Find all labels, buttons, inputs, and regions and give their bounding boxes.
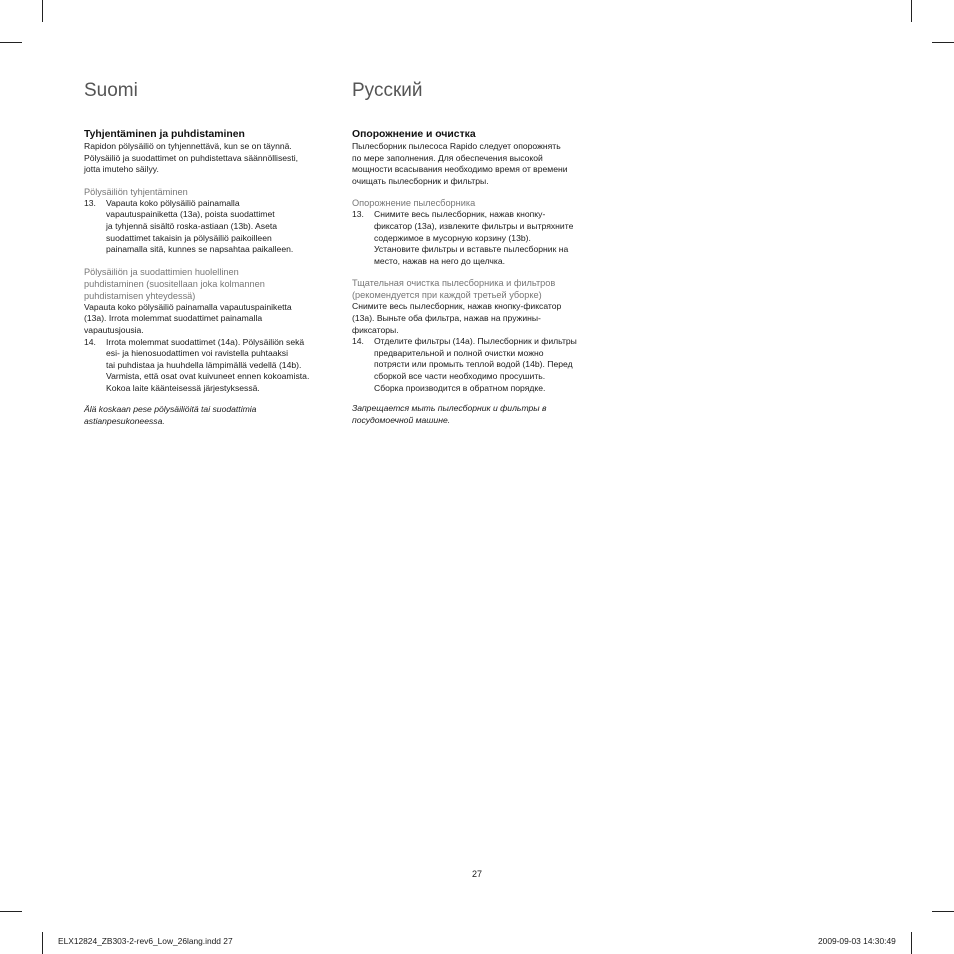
finnish-section2-title xyxy=(84,266,344,302)
item-line: Сборка производится в обратном порядке. xyxy=(374,382,546,393)
item-line: содержимое в мусорную корзину (13b). xyxy=(374,232,531,243)
item-number: 14. xyxy=(84,336,96,347)
item-line: сборкой все части необходимо просушить. xyxy=(374,370,546,381)
item-line: ja tyhjennä sisältö roska-astiaan (13b). Aseta xyxy=(106,220,278,231)
russian-heading: Опорожнение и очистка xyxy=(352,129,476,140)
crop-mark-bottom-right-v xyxy=(911,932,912,954)
item-number: 13. xyxy=(84,197,96,208)
item-line: vapautuspainiketta (13a), poista suodattimet xyxy=(106,209,275,220)
note-line: Älä koskaan pese pölysäiliöitä tai suodattimia xyxy=(84,403,257,414)
item-line: Установите фильтры и вставьте пылесборник на xyxy=(374,244,569,255)
note-line: Запрещается мыть пылесборник и фильтры в xyxy=(352,403,547,414)
russian-item-13 xyxy=(352,209,614,267)
russian-section1-title: Опорожнение пылесборника xyxy=(352,198,476,209)
item-line: Отделите фильтры (14a). Пылесборник и фильтры xyxy=(374,336,577,347)
page-number: 27 xyxy=(471,869,482,879)
item-line: painamalla sitä, kunnes se napsahtaa paikalleen. xyxy=(106,244,294,255)
crop-mark-bottom-left-h xyxy=(0,911,22,912)
item-number: 13. xyxy=(352,209,364,220)
finnish-title: Suomi xyxy=(84,80,138,101)
section-title-line: Тщательная очистка пылесборника и фильтров xyxy=(352,278,556,289)
russian-section2-title xyxy=(352,277,614,301)
crop-mark-top-left-v xyxy=(42,0,43,22)
note-line: astianpesukoneessa. xyxy=(84,415,165,426)
crop-mark-top-right-v xyxy=(911,0,912,22)
finnish-section1-title: Pölysäiliön tyhjentäminen xyxy=(84,186,188,197)
note-line: посудомоечной машине. xyxy=(352,415,451,426)
item-line: Varmista, että osat ovat kuivuneet ennen kokoamista. xyxy=(106,371,310,382)
russian-intro-line: мощности всасывания необходимо время от времени xyxy=(352,164,568,175)
item-number: 14. xyxy=(352,336,364,347)
item-line: Снимите весь пылесборник, нажав кнопку- xyxy=(374,209,546,220)
finnish-intro-line: Rapidon pölysäiliö on tyhjennettävä, kun se on täynnä. xyxy=(84,141,292,151)
intro-line: фиксаторы. xyxy=(352,324,399,335)
russian-title: Русский xyxy=(352,80,423,101)
finnish-intro xyxy=(84,141,344,176)
intro-line: (13a). Выньте оба фильтра, нажав на пружины- xyxy=(352,312,541,323)
item-line: потрясти или промыть теплой водой (14b). Перед xyxy=(374,359,573,370)
item-line: место, нажав на него до щелчка. xyxy=(374,255,506,266)
finnish-section2-intro xyxy=(84,302,344,337)
intro-line: vapautusjousia. xyxy=(84,324,144,335)
russian-intro-line: по мере заполнения. Для обеспечения высокой xyxy=(352,152,543,163)
item-line: Vapauta koko pölysäiliö painamalla xyxy=(106,197,240,208)
item-line: esi- ja hienosuodattimen voi ravistella puhtaaksi xyxy=(106,348,289,359)
item-line: suodattimet takaisin ja pölysäiliö paikoilleen xyxy=(106,232,272,243)
section-title-line: Pölysäiliön ja suodattimien huolellinen xyxy=(84,266,239,277)
section-title-line: puhdistamisen yhteydessä) xyxy=(84,290,196,301)
section-title-line: (рекомендуется при каждой третьей уборке) xyxy=(352,290,542,301)
russian-column xyxy=(352,80,614,426)
finnish-intro-line: Pölysäiliö ja suodattimet on puhdistettava säännöllisesti, xyxy=(84,152,299,163)
item-line: Kokoa laite käänteisessä järjestyksessä. xyxy=(106,382,260,393)
russian-note xyxy=(352,402,614,426)
finnish-note xyxy=(84,403,344,427)
intro-line: (13a). Irrota molemmat suodattimet painamalla xyxy=(84,313,263,324)
crop-mark-top-right-h xyxy=(932,42,954,43)
intro-line: Снимите весь пылесборник, нажав кнопку-фиксатор xyxy=(352,301,562,312)
finnish-heading: Tyhjentäminen ja puhdistaminen xyxy=(84,129,245,140)
item-line: фиксатор (13a), извлеките фильтры и вытряхните xyxy=(374,220,574,231)
footer-file-info: ELX12824_ZB303-2-rev6_Low_26lang.indd 27 xyxy=(58,936,233,946)
finnish-column xyxy=(84,80,344,427)
crop-mark-bottom-right-h xyxy=(932,911,954,912)
section-title-line: puhdistaminen (suositellaan joka kolmannen xyxy=(84,278,265,289)
finnish-intro-line: jotta imuteho säilyy. xyxy=(84,164,159,175)
intro-line: Vapauta koko pölysäiliö painamalla vapautuspainiketta xyxy=(84,301,292,312)
russian-intro-line: очищать пылесборник и фильтры. xyxy=(352,175,489,186)
item-line: tai puhdistaa ja huuhdella lämpimällä vedellä (14b). xyxy=(106,359,302,370)
russian-section2-intro xyxy=(352,301,614,336)
russian-intro xyxy=(352,141,614,187)
crop-mark-bottom-left-v xyxy=(42,932,43,954)
russian-item-14 xyxy=(352,336,614,394)
crop-mark-top-left-h xyxy=(0,42,22,43)
footer-timestamp: 2009-09-03 14:30:49 xyxy=(818,936,896,946)
russian-intro-line: Пылесборник пылесоса Rapido следует опорожнять xyxy=(352,141,561,151)
item-line: Irrota molemmat suodattimet (14a). Pölysäiliön sekä xyxy=(106,336,305,347)
finnish-item-14 xyxy=(84,337,344,395)
finnish-item-13 xyxy=(84,198,344,256)
item-line: предварительной и полной очистки можно xyxy=(374,347,544,358)
